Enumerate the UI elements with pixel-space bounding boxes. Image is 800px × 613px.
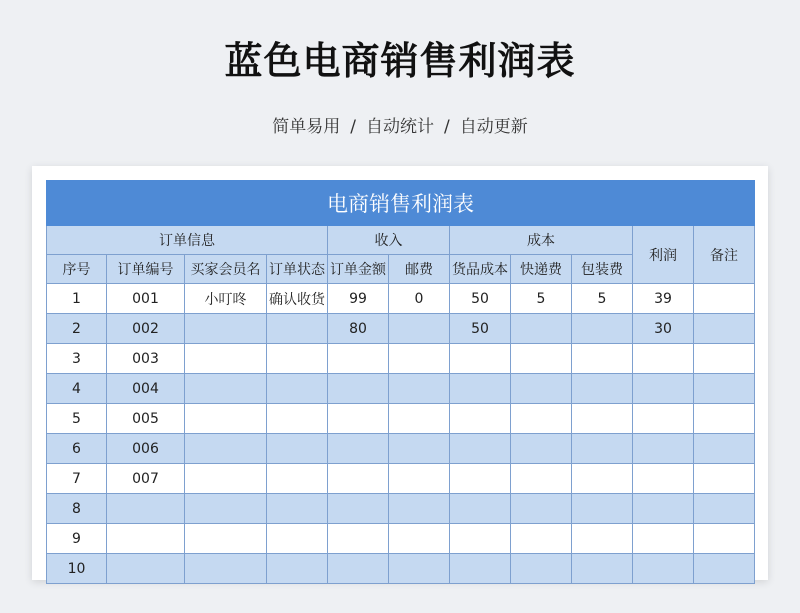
- cell-notes[interactable]: [694, 374, 755, 404]
- table-row: [47, 494, 755, 524]
- column-header-express-fee: 快递费: [511, 255, 572, 284]
- cell-goods-cost[interactable]: [450, 464, 511, 494]
- cell-packing-fee[interactable]: [572, 434, 633, 464]
- cell-notes[interactable]: [694, 344, 755, 374]
- cell-postage[interactable]: [389, 494, 450, 524]
- cell-profit[interactable]: 39: [633, 284, 694, 314]
- cell-status[interactable]: [267, 524, 328, 554]
- table-row: [47, 374, 755, 404]
- cell-amount[interactable]: [328, 404, 389, 434]
- cell-amount[interactable]: [328, 434, 389, 464]
- cell-profit[interactable]: [633, 434, 694, 464]
- cell-seq[interactable]: 3: [47, 344, 107, 374]
- cell-express-fee[interactable]: [511, 344, 572, 374]
- cell-express-fee[interactable]: [511, 434, 572, 464]
- cell-goods-cost[interactable]: [450, 494, 511, 524]
- cell-profit[interactable]: [633, 494, 694, 524]
- table-row: [47, 404, 755, 434]
- cell-order-no[interactable]: 006: [107, 434, 185, 464]
- cell-order-no[interactable]: 001: [107, 284, 185, 314]
- cell-buyer[interactable]: 小叮咚: [185, 284, 267, 314]
- cell-status[interactable]: [267, 344, 328, 374]
- cell-packing-fee[interactable]: [572, 344, 633, 374]
- table-row: [47, 314, 755, 344]
- cell-buyer[interactable]: [185, 524, 267, 554]
- cell-express-fee[interactable]: [511, 554, 572, 584]
- cell-amount[interactable]: [328, 374, 389, 404]
- group-header-income: 收入: [328, 226, 450, 255]
- cell-buyer[interactable]: [185, 464, 267, 494]
- cell-buyer[interactable]: [185, 494, 267, 524]
- column-header-notes: 备注: [694, 226, 755, 284]
- cell-buyer[interactable]: [185, 374, 267, 404]
- cell-seq[interactable]: 5: [47, 404, 107, 434]
- subtitle-item-3: 自动更新: [459, 117, 528, 137]
- profit-table: [46, 180, 755, 584]
- column-header-goods-cost: 货品成本: [450, 255, 511, 284]
- column-header-packing-fee: 包装费: [572, 255, 633, 284]
- cell-profit[interactable]: [633, 464, 694, 494]
- cell-status[interactable]: 确认收货: [267, 284, 328, 314]
- cell-goods-cost[interactable]: [450, 554, 511, 584]
- cell-express-fee[interactable]: [511, 494, 572, 524]
- cell-packing-fee[interactable]: [572, 554, 633, 584]
- cell-packing-fee[interactable]: 5: [572, 284, 633, 314]
- table-banner-title: 电商销售利润表: [47, 181, 755, 226]
- cell-seq[interactable]: 6: [47, 434, 107, 464]
- cell-amount[interactable]: 99: [328, 284, 389, 314]
- cell-buyer[interactable]: [185, 434, 267, 464]
- cell-status[interactable]: [267, 494, 328, 524]
- subtitle-separator: /: [350, 117, 356, 137]
- cell-amount[interactable]: [328, 524, 389, 554]
- table-row: [47, 554, 755, 584]
- cell-order-no[interactable]: 004: [107, 374, 185, 404]
- cell-packing-fee[interactable]: [572, 374, 633, 404]
- cell-buyer[interactable]: [185, 344, 267, 374]
- cell-packing-fee[interactable]: [572, 314, 633, 344]
- cell-profit[interactable]: [633, 404, 694, 434]
- cell-seq[interactable]: 2: [47, 314, 107, 344]
- cell-amount[interactable]: [328, 554, 389, 584]
- cell-express-fee[interactable]: [511, 464, 572, 494]
- cell-notes[interactable]: [694, 494, 755, 524]
- page-title: 蓝色电商销售利润表: [224, 39, 576, 83]
- cell-status[interactable]: [267, 314, 328, 344]
- spreadsheet-viewport: [46, 180, 754, 577]
- group-header-order-info: 订单信息: [47, 226, 328, 255]
- cell-seq[interactable]: 4: [47, 374, 107, 404]
- cell-order-no[interactable]: 005: [107, 404, 185, 434]
- cell-postage[interactable]: [389, 434, 450, 464]
- cell-order-no[interactable]: 002: [107, 314, 185, 344]
- cell-seq[interactable]: 1: [47, 284, 107, 314]
- subtitle-item-2: 自动统计: [366, 117, 434, 137]
- column-header-postage: 邮费: [389, 255, 450, 284]
- cell-notes[interactable]: [694, 554, 755, 584]
- cell-notes[interactable]: [694, 314, 755, 344]
- page-subtitle: [0, 112, 800, 137]
- cell-express-fee[interactable]: [511, 404, 572, 434]
- cell-goods-cost[interactable]: 50: [450, 314, 511, 344]
- cell-postage[interactable]: [389, 554, 450, 584]
- cell-notes[interactable]: [694, 284, 755, 314]
- column-header-seq: 序号: [47, 255, 107, 284]
- cell-amount[interactable]: [328, 344, 389, 374]
- spreadsheet-card: [32, 166, 768, 580]
- cell-postage[interactable]: [389, 374, 450, 404]
- cell-seq[interactable]: 8: [47, 494, 107, 524]
- cell-order-no[interactable]: 003: [107, 344, 185, 374]
- cell-amount[interactable]: [328, 464, 389, 494]
- column-header-order-no: 订单编号: [107, 255, 185, 284]
- cell-notes[interactable]: [694, 464, 755, 494]
- cell-packing-fee[interactable]: [572, 494, 633, 524]
- cell-profit[interactable]: [633, 524, 694, 554]
- table-row: [47, 284, 755, 314]
- cell-notes[interactable]: [694, 434, 755, 464]
- cell-postage[interactable]: [389, 464, 450, 494]
- subtitle-item-1: 简单易用: [272, 117, 341, 137]
- cell-amount[interactable]: [328, 494, 389, 524]
- cell-goods-cost[interactable]: [450, 524, 511, 554]
- cell-postage[interactable]: 0: [389, 284, 450, 314]
- cell-status[interactable]: [267, 434, 328, 464]
- cell-order-no[interactable]: [107, 524, 185, 554]
- cell-order-no[interactable]: [107, 494, 185, 524]
- cell-profit[interactable]: 30: [633, 314, 694, 344]
- table-body: [47, 284, 755, 584]
- cell-profit[interactable]: [633, 554, 694, 584]
- cell-seq[interactable]: 7: [47, 464, 107, 494]
- cell-status[interactable]: [267, 554, 328, 584]
- cell-status[interactable]: [267, 464, 328, 494]
- cell-notes[interactable]: [694, 524, 755, 554]
- cell-notes[interactable]: [694, 404, 755, 434]
- cell-goods-cost[interactable]: [450, 374, 511, 404]
- cell-packing-fee[interactable]: [572, 404, 633, 434]
- cell-status[interactable]: [267, 374, 328, 404]
- table-row: [47, 344, 755, 374]
- cell-goods-cost[interactable]: [450, 404, 511, 434]
- cell-status[interactable]: [267, 404, 328, 434]
- column-header-amount: 订单金额: [328, 255, 389, 284]
- cell-packing-fee[interactable]: [572, 524, 633, 554]
- cell-postage[interactable]: [389, 344, 450, 374]
- table-row: [47, 524, 755, 554]
- cell-seq[interactable]: 10: [47, 554, 107, 584]
- cell-express-fee[interactable]: [511, 374, 572, 404]
- cell-postage[interactable]: [389, 314, 450, 344]
- column-header-profit: 利润: [633, 226, 694, 284]
- cell-goods-cost[interactable]: [450, 434, 511, 464]
- group-header-cost: 成本: [450, 226, 633, 255]
- cell-buyer[interactable]: [185, 554, 267, 584]
- column-header-buyer: 买家会员名: [185, 255, 267, 284]
- cell-express-fee[interactable]: 5: [511, 284, 572, 314]
- cell-seq[interactable]: 9: [47, 524, 107, 554]
- cell-amount[interactable]: 80: [328, 314, 389, 344]
- cell-postage[interactable]: [389, 404, 450, 434]
- cell-postage[interactable]: [389, 524, 450, 554]
- cell-packing-fee[interactable]: [572, 464, 633, 494]
- cell-order-no[interactable]: 007: [107, 464, 185, 494]
- cell-buyer[interactable]: [185, 314, 267, 344]
- table-row: [47, 464, 755, 494]
- cell-goods-cost[interactable]: [450, 344, 511, 374]
- subtitle-separator: /: [444, 117, 450, 137]
- column-header-status: 订单状态: [267, 255, 328, 284]
- cell-profit[interactable]: [633, 374, 694, 404]
- table-row: [47, 434, 755, 464]
- cell-profit[interactable]: [633, 344, 694, 374]
- cell-express-fee[interactable]: [511, 524, 572, 554]
- cell-buyer[interactable]: [185, 404, 267, 434]
- cell-express-fee[interactable]: [511, 314, 572, 344]
- cell-goods-cost[interactable]: 50: [450, 284, 511, 314]
- cell-order-no[interactable]: [107, 554, 185, 584]
